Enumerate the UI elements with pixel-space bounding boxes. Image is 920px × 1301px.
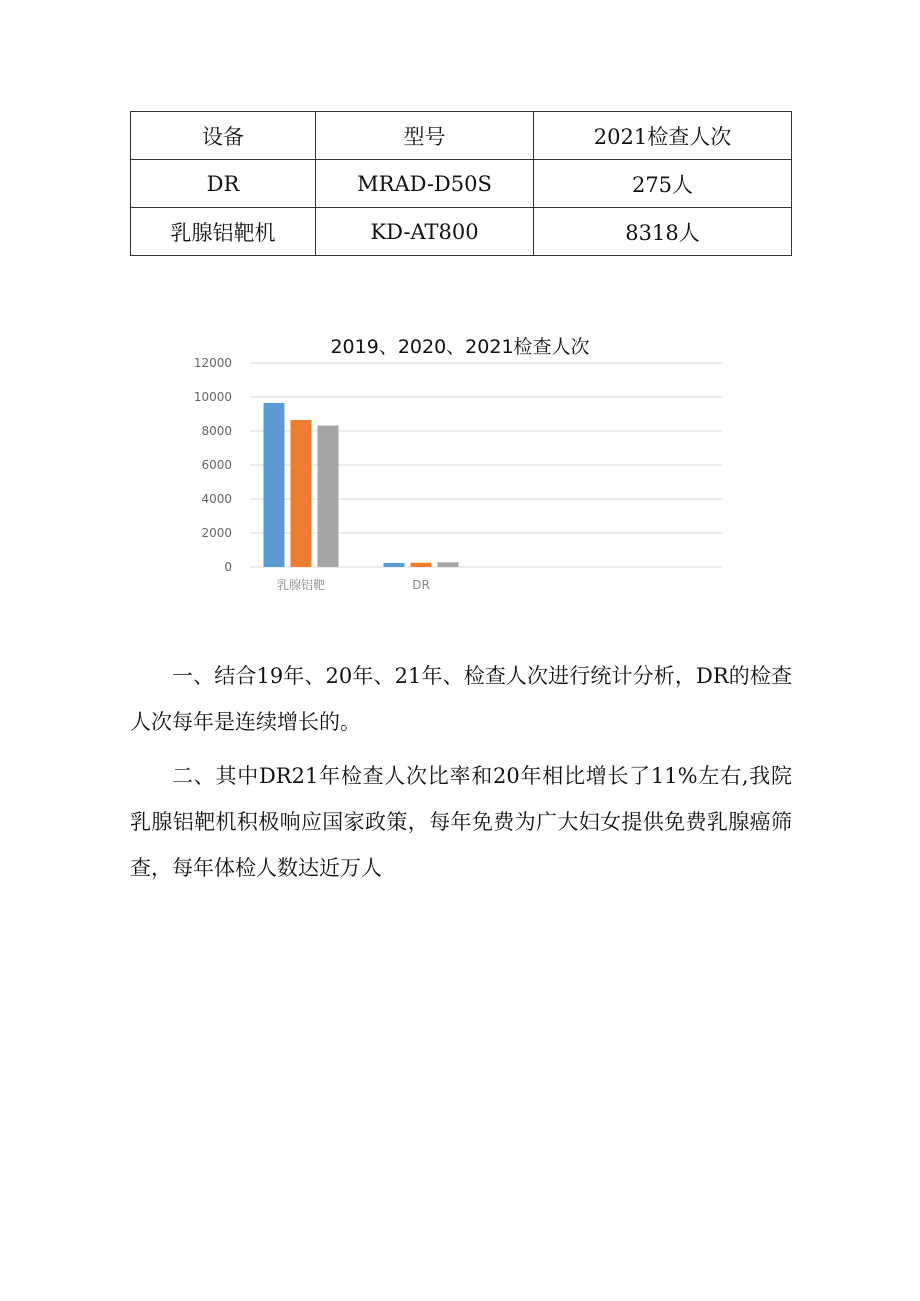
- bar-2019-1: [384, 563, 405, 567]
- y-tick-label: 2000: [201, 526, 232, 540]
- bar-2020-1: [411, 563, 432, 567]
- header-count: 2021检查人次: [534, 112, 792, 160]
- cell-count: 275人: [534, 160, 792, 208]
- y-tick-label: 10000: [193, 390, 232, 404]
- paragraph-2: 二、其中DR21年检查人次比率和20年相比增长了11%左右,我院乳腺铝靶机积极响应国家政策，每年免费为广大妇女提供免费乳腺癌筛查，每年体检人数达近万人: [130, 764, 792, 880]
- bar-2020-0: [291, 420, 312, 567]
- y-tick-label: 4000: [201, 492, 232, 506]
- header-model: 型号: [316, 112, 534, 160]
- x-category-label: DR: [412, 578, 430, 592]
- header-device: 设备: [131, 112, 316, 160]
- paragraph-1: 一、结合19年、20年、21年、检查人次进行统计分析，DR的检查人次每年是连续增长的。: [130, 664, 792, 734]
- bar-2021-0: [318, 426, 339, 567]
- cell-model: MRAD-D50S: [316, 160, 534, 208]
- y-tick-label: 0: [224, 560, 232, 574]
- chart-svg: [170, 325, 740, 610]
- chart-title: 2019、2020、2021检查人次: [330, 336, 590, 358]
- x-category-label: 乳腺铝靶: [276, 578, 326, 592]
- chart-bars: [264, 403, 459, 567]
- table-row: [131, 208, 792, 256]
- bar-2019-0: [264, 403, 285, 567]
- exam-count-chart: [170, 325, 740, 610]
- table-row: [131, 160, 792, 208]
- cell-device: 乳腺铝靶机: [131, 208, 316, 256]
- bar-2021-1: [438, 562, 459, 567]
- cell-count: 8318人: [534, 208, 792, 256]
- cell-model: KD-AT800: [316, 208, 534, 256]
- y-tick-label: 8000: [201, 424, 232, 438]
- chart-x-axis: [277, 577, 430, 592]
- equipment-table: [130, 111, 792, 256]
- table-header-row: [131, 112, 792, 160]
- chart-y-axis: [194, 356, 232, 574]
- y-tick-label: 12000: [193, 356, 232, 370]
- cell-device: DR: [131, 160, 316, 208]
- y-tick-label: 6000: [201, 458, 232, 472]
